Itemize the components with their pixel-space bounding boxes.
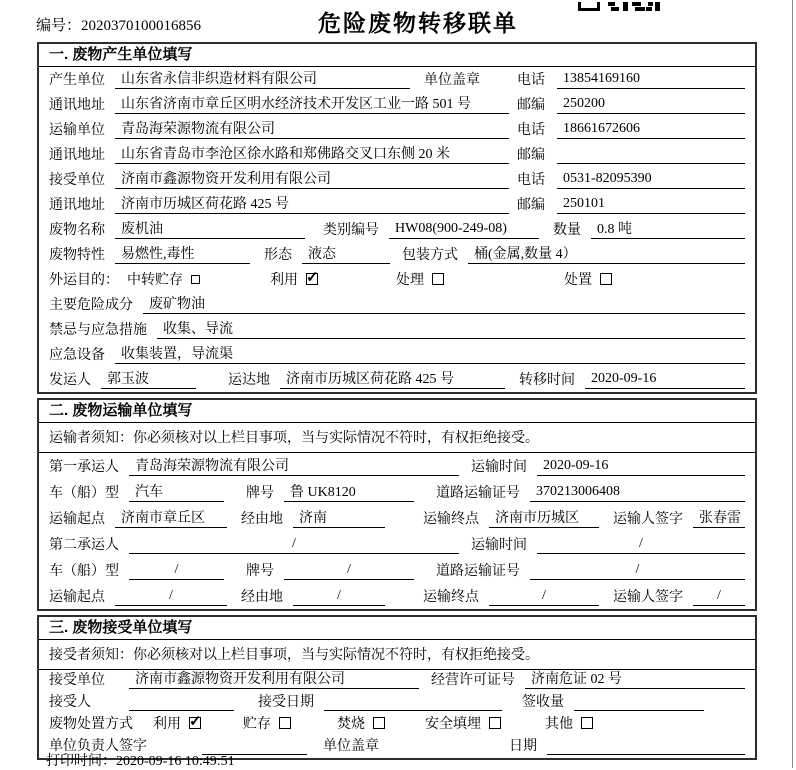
- accepting-unit-label: 接受单位: [49, 673, 105, 688]
- accept-date-label: 接受日期: [258, 695, 314, 710]
- phone-value: 18661672606: [557, 121, 745, 139]
- acceptor-row: [39, 692, 755, 714]
- disposal-option-other: [545, 713, 593, 733]
- checkbox-icon: [306, 273, 318, 285]
- packing-label: 包装方式: [402, 248, 458, 263]
- waste-transfer-form: [37, 42, 757, 764]
- receiver-phone-group: [517, 169, 745, 189]
- zip-value: 250200: [557, 96, 745, 114]
- disposal-method-row: [39, 714, 755, 736]
- producer-zip-group: [517, 94, 745, 114]
- receiver-unit-label: 接受单位: [49, 173, 105, 188]
- emergency-measures-row: [39, 317, 755, 342]
- disposal-option-landfill: [425, 713, 501, 733]
- signed-quantity-value: [574, 693, 704, 711]
- road-permit-label: 道路运输证号: [436, 564, 520, 579]
- section-transporter: [37, 398, 757, 611]
- checkbox-icon: [191, 275, 200, 284]
- hazard-component-label: 主要危险成分: [49, 298, 133, 313]
- route-via-label: 经由地: [241, 512, 283, 527]
- phone-label: 电话: [517, 73, 545, 88]
- receiver-unit-value: 济南市鑫源物资开发利用有限公司: [115, 168, 509, 189]
- route-start-value: /: [115, 588, 227, 606]
- receiver-address-value: 济南市历城区荷花路 425 号: [115, 193, 509, 214]
- route-end-label: 运输终点: [423, 512, 479, 527]
- section-receiver: [37, 615, 757, 760]
- dispatcher-label: 发运人: [49, 373, 91, 388]
- first-carrier-row: [39, 453, 755, 479]
- doc-number-value: 2020370100016856: [81, 18, 202, 34]
- checkbox-label: 焚烧: [337, 717, 365, 732]
- second-route-row: [39, 583, 755, 609]
- transporter-notice: 运输者须知：你必须核对以上栏目事项，当与实际情况不符时，有权拒绝接受。: [39, 423, 755, 453]
- accepting-unit-row: [39, 670, 755, 692]
- vehicle-type-value: 汽车: [129, 481, 224, 502]
- waste-character-label: 废物特性: [49, 248, 105, 263]
- checkbox-label: 安全填埋: [425, 717, 481, 732]
- vehicle-type-value: /: [129, 562, 224, 580]
- second-carrier-row: [39, 531, 755, 557]
- checkbox-label: 处理: [396, 273, 424, 288]
- section-producer: [37, 42, 757, 394]
- license-label: 经营许可证号: [431, 673, 515, 688]
- producer-address-row: [39, 92, 755, 117]
- print-time-label: 打印时间：: [46, 754, 116, 769]
- form-state-value: 液态: [302, 243, 390, 264]
- responsible-sign-label: 单位负责人签字: [49, 739, 147, 754]
- transporter-zip-group: [517, 144, 745, 164]
- checkbox-icon: [600, 273, 612, 285]
- route-start-label: 运输起点: [49, 512, 105, 527]
- emergency-equipment-label: 应急设备: [49, 348, 105, 363]
- checkbox-label: 其他: [545, 717, 573, 732]
- route-start-label: 运输起点: [49, 590, 105, 605]
- first-carrier-label: 第一承运人: [49, 460, 119, 475]
- route-end-value: /: [489, 588, 599, 606]
- transfer-time-label: 转移时间: [519, 373, 575, 388]
- plate-value: /: [284, 562, 414, 580]
- transfer-purpose-label: 外运目的：: [49, 273, 119, 288]
- plate-label: 牌号: [246, 564, 274, 579]
- zip-value: 250101: [557, 196, 745, 214]
- checkbox-icon: [581, 717, 593, 729]
- address-label: 通讯地址: [49, 148, 105, 163]
- route-via-value: /: [293, 588, 385, 606]
- producer-unit-value: 山东省永信非织造材料有限公司: [115, 68, 410, 89]
- route-via-value: 济南: [293, 507, 385, 528]
- date-value: [547, 737, 745, 755]
- disposal-option-storage: [243, 713, 291, 733]
- checkbox-icon: [432, 273, 444, 285]
- waste-name-label: 废物名称: [49, 223, 105, 238]
- page-title: 危险废物转移联单: [318, 10, 518, 36]
- category-code-label: 类别编号: [323, 223, 379, 238]
- producer-address-value: 山东省济南市章丘区明水经济技术开发区工业一路 501 号: [115, 93, 509, 114]
- vehicle-type-label: 车（船）型: [49, 486, 119, 501]
- page-edge-line: [792, 0, 793, 768]
- first-vehicle-row: [39, 479, 755, 505]
- destination-label: 运达地: [228, 373, 270, 388]
- unit-seal-label: 单位盖章: [323, 739, 379, 754]
- second-carrier-label: 第二承运人: [49, 538, 119, 553]
- acceptor-label: 接受人: [49, 695, 91, 710]
- transporter-sign-label: 运输人签字: [613, 512, 683, 527]
- transporter-address-value: 山东省青岛市李沧区徐水路和郑佛路交叉口东侧 20 米: [115, 143, 509, 164]
- form-state-label: 形态: [264, 248, 292, 263]
- disposal-option-incinerate: [337, 713, 385, 733]
- doc-number-label: 编号：: [36, 18, 82, 34]
- plate-value: 鲁 UK8120: [284, 481, 414, 502]
- checkbox-label: 中转贮存: [127, 273, 183, 288]
- producer-phone-group: [517, 69, 745, 89]
- road-permit-label: 道路运输证号: [436, 486, 520, 501]
- phone-value: 0531-82095390: [557, 171, 745, 189]
- waste-character-value: 易燃性,毒性: [115, 243, 250, 264]
- phone-label: 电话: [517, 123, 545, 138]
- emergency-measures-value: 收集、导流: [157, 318, 745, 339]
- transport-time-value: /: [537, 536, 745, 554]
- transporter-sign-label: 运输人签字: [613, 590, 683, 605]
- transporter-unit-value: 青岛海荣源物流有限公司: [115, 118, 509, 139]
- packing-value: 桶(金属,数量 4）: [468, 243, 745, 264]
- road-permit-value: /: [530, 562, 745, 580]
- address-label: 通讯地址: [49, 98, 105, 113]
- signed-quantity-label: 签收量: [522, 695, 564, 710]
- transporter-sign-value: /: [693, 588, 745, 606]
- section-producer-title: 一. 废物产生单位填写: [39, 44, 755, 67]
- emergency-equipment-row: [39, 342, 755, 367]
- checkbox-icon: [373, 717, 385, 729]
- route-end-value: 济南市历城区: [489, 507, 599, 528]
- emergency-measures-label: 禁忌与应急措施: [49, 323, 147, 338]
- disposal-option-utilize: [153, 713, 201, 733]
- transport-time-label: 运输时间: [471, 460, 527, 475]
- destination-value: 济南市历城区荷花路 425 号: [280, 368, 505, 389]
- producer-unit-row: [39, 67, 755, 92]
- producer-unit-label: 产生单位: [49, 73, 105, 88]
- zip-label: 邮编: [517, 98, 545, 113]
- second-vehicle-row: [39, 557, 755, 583]
- purpose-option-treat: [396, 269, 444, 289]
- checkbox-icon: [489, 717, 501, 729]
- waste-character-row: [39, 242, 755, 267]
- transporter-phone-group: [517, 119, 745, 139]
- checkbox-label: 利用: [153, 717, 181, 732]
- print-time-value: 2020-09-16 10:49:51: [116, 754, 235, 769]
- receiver-unit-row: [39, 167, 755, 192]
- zip-label: 邮编: [517, 148, 545, 163]
- purpose-option-dispose: [564, 269, 612, 289]
- vehicle-type-label: 车（船）型: [49, 564, 119, 579]
- transfer-purpose-row: [39, 267, 755, 292]
- quantity-value: 0.8 吨: [591, 218, 745, 239]
- acceptor-value: [129, 693, 234, 711]
- transporter-unit-row: [39, 117, 755, 142]
- emergency-equipment-value: 收集装置，导流渠: [115, 343, 745, 364]
- purpose-option-storage: [127, 269, 200, 289]
- address-label: 通讯地址: [49, 198, 105, 213]
- first-carrier-value: 青岛海荣源物流有限公司: [129, 455, 459, 476]
- second-carrier-value: /: [129, 536, 459, 554]
- disposal-method-label: 废物处置方式: [49, 717, 133, 732]
- section-transporter-title: 二. 废物运输单位填写: [39, 400, 755, 423]
- transporter-address-row: [39, 142, 755, 167]
- receiver-notice: 接受者须知：你必须核对以上栏目事项，当与实际情况不符时，有权拒绝接受。: [39, 640, 755, 670]
- purpose-option-utilize: [270, 269, 318, 289]
- qr-code-fragment: [578, 0, 660, 16]
- route-via-label: 经由地: [241, 590, 283, 605]
- section-receiver-title: 三. 废物接受单位填写: [39, 617, 755, 640]
- checkbox-icon: [279, 717, 291, 729]
- plate-label: 牌号: [246, 486, 274, 501]
- dispatcher-value: 郭玉波: [101, 368, 196, 389]
- phone-label: 电话: [517, 173, 545, 188]
- checkbox-label: 利用: [270, 273, 298, 288]
- zip-label: 邮编: [517, 198, 545, 213]
- hazard-component-value: 废矿物油: [143, 293, 745, 314]
- category-code-value: HW08(900-249-08): [389, 221, 539, 239]
- dispatcher-row: [39, 367, 755, 392]
- transport-time-value: 2020-09-16: [537, 458, 745, 476]
- hazard-component-row: [39, 292, 755, 317]
- route-end-label: 运输终点: [423, 590, 479, 605]
- phone-value: 13854169160: [557, 71, 745, 89]
- first-route-row: [39, 505, 755, 531]
- receiver-address-row: [39, 192, 755, 217]
- waste-name-value: 废机油: [115, 218, 305, 239]
- zip-value: [557, 146, 745, 164]
- transporter-sign-value: 张春雷: [693, 507, 745, 528]
- print-time: [46, 750, 235, 770]
- checkbox-icon: [189, 717, 201, 729]
- checkbox-label: 贮存: [243, 717, 271, 732]
- quantity-label: 数量: [553, 223, 581, 238]
- route-start-value: 济南市章丘区: [115, 507, 227, 528]
- accepting-unit-value: 济南市鑫源物资开发利用有限公司: [129, 668, 419, 689]
- transport-time-label: 运输时间: [471, 538, 527, 553]
- waste-name-row: [39, 217, 755, 242]
- transfer-time-value: 2020-09-16: [585, 371, 745, 389]
- checkbox-label: 处置: [564, 273, 592, 288]
- date-label: 日期: [509, 739, 537, 754]
- license-value: 济南危证 02 号: [525, 668, 745, 689]
- transporter-unit-label: 运输单位: [49, 123, 105, 138]
- receiver-zip-group: [517, 194, 745, 214]
- accept-date-value: [324, 693, 502, 711]
- unit-seal-label: 单位盖章: [424, 73, 480, 88]
- road-permit-value: 370213006408: [530, 484, 745, 502]
